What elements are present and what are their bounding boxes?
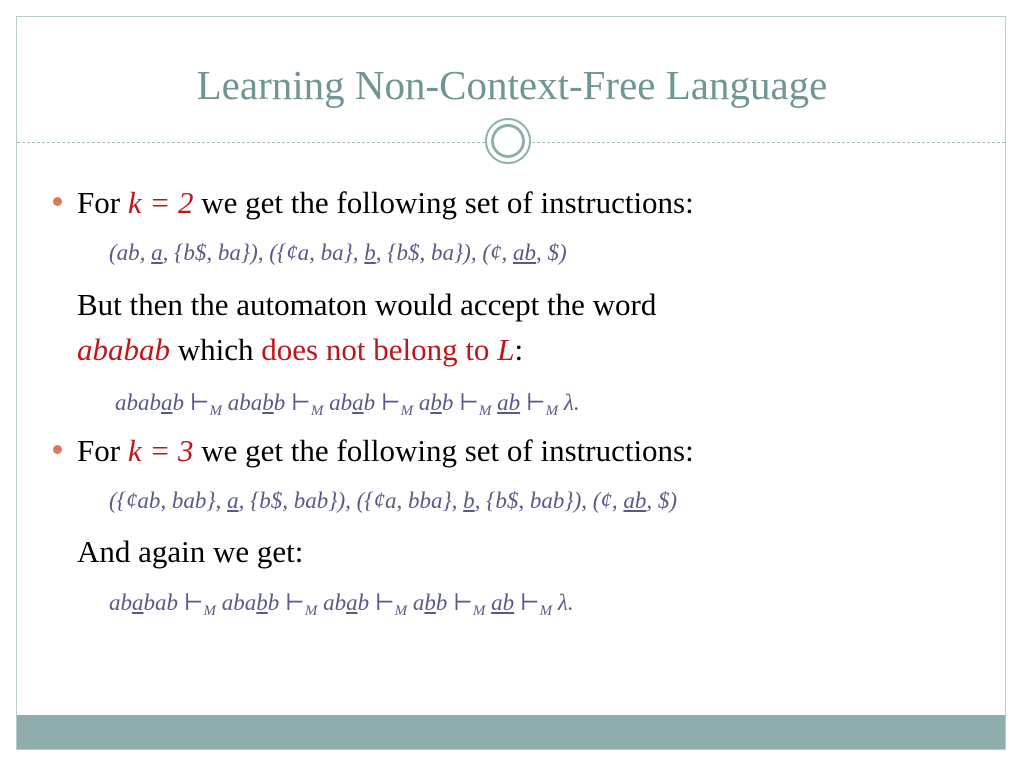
slide-title: Learning Non-Context-Free Language [196,62,828,108]
deriv-subscript: M [478,403,492,419]
turnstile-icon: ⊢ [183,590,204,615]
instr-2-part: , {b$, bab}), ({¢a, bba}, [238,488,464,513]
word-ababab: ababab [77,332,170,367]
deriv-subscript: M [394,603,408,619]
bullet-2-k: k = 3 [127,433,194,468]
instr-2-underlined: b [463,488,475,513]
deriv-subscript: M [539,603,553,619]
deriv-part: b [357,590,375,615]
deriv-underlined: a [161,390,173,415]
deriv-underlined: ab [491,590,515,615]
instr-2-part: , {b$, bab}), (¢, [474,488,624,513]
paragraph-1-red: does not belong to [261,332,498,367]
turnstile-icon: ⊢ [453,590,473,615]
deriv-underlined: b [256,590,268,615]
deriv-part: aba [222,390,263,415]
deriv-underlined: ab [497,390,521,415]
deriv-subscript: M [304,603,318,619]
bullet-1-text [77,187,694,218]
deriv-subscript: M [209,403,223,419]
deriv-underlined: b [424,590,436,615]
turnstile-icon: ⊢ [291,390,311,415]
deriv-subscript: M [545,403,559,419]
deriv-part: b [441,390,460,415]
bullet-2-pre: For [77,433,128,468]
deriv-part: b [172,390,190,415]
turnstile-icon: ⊢ [459,390,479,415]
deriv-subscript: M [472,603,486,619]
instr-2-underlined: a [227,488,239,513]
deriv-underlined: a [346,590,358,615]
paragraph-1-line-2 [77,334,523,365]
turnstile-icon: ⊢ [285,590,305,615]
instr-1-underlined: a [151,240,163,265]
instr-1-part: , $) [536,240,567,265]
deriv-subscript: M [400,403,414,419]
slide-content [17,17,1005,717]
paragraph-1-mid: which [170,332,262,367]
turnstile-icon: ⊢ [374,590,395,615]
instr-2-part: , $) [646,488,678,513]
deriv-part: b [273,390,292,415]
bullet-icon [53,197,62,206]
turnstile-icon: ⊢ [189,390,210,415]
deriv-part: b [435,590,454,615]
deriv-part: ab [317,590,347,615]
deriv-part: ab [109,590,132,615]
paragraph-2: And again we get: [77,534,304,569]
deriv-part: abab [115,390,161,415]
deriv-part: a [407,590,425,615]
deriv-part: λ. [558,390,580,415]
deriv-underlined: b [262,390,274,415]
deriv-underlined: b [430,390,442,415]
instr-1-underlined: b [364,240,376,265]
bullet-icon [53,445,62,454]
deriv-part: bab [143,590,184,615]
deriv-part: λ. [552,590,574,615]
instr-1-underlined: ab [513,240,536,265]
instructions-1 [109,241,567,264]
instr-1-part: , {b$, ba}), (¢, [375,240,513,265]
deriv-subscript: M [310,403,324,419]
deriv-part: aba [216,590,257,615]
paragraph-1-line-1: But then the automaton would accept the word [77,287,657,322]
deriv-underlined: a [132,590,144,615]
language-L: L [497,332,515,367]
deriv-part: b [267,590,286,615]
deriv-subscript: M [203,603,217,619]
bullet-1-k: k = 2 [127,185,194,220]
deriv-underlined: a [352,390,364,415]
instr-1-part: , {b$, ba}), ({¢a, ba}, [162,240,365,265]
deriv-part: a [413,390,431,415]
instr-1-part: (ab, [109,240,152,265]
derivation-1 [115,391,580,419]
derivation-2 [109,591,574,619]
instructions-2 [109,489,677,512]
paragraph-1-end: : [514,332,524,367]
slide [16,16,1006,750]
instr-2-underlined: ab [623,488,647,513]
turnstile-icon: ⊢ [380,390,401,415]
bullet-2-post: we get the following set of instructions: [193,433,694,468]
turnstile-icon: ⊢ [525,390,546,415]
deriv-part: b [363,390,381,415]
bullet-2-text [77,435,694,466]
deriv-part: ab [323,390,353,415]
bullet-1-post: we get the following set of instructions: [193,185,694,220]
turnstile-icon: ⊢ [519,590,540,615]
footer-accent-bar [17,715,1005,749]
bullet-1-pre: For [77,185,128,220]
instr-2-part: ({¢ab, bab}, [109,488,228,513]
